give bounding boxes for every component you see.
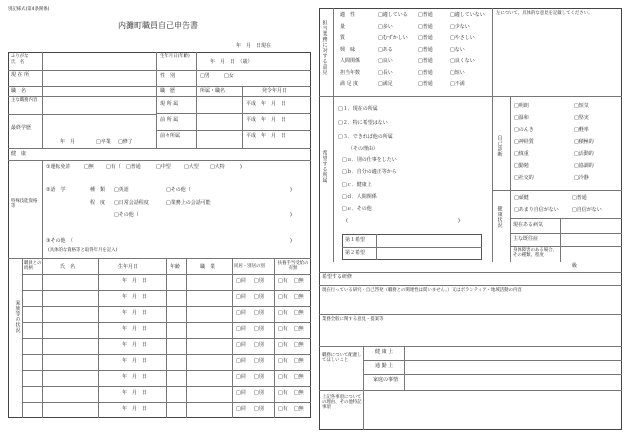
job-eval-item: 担当年数 bbox=[340, 69, 361, 76]
family-allowance-no[interactable]: □ 無 bbox=[294, 343, 304, 349]
license-large[interactable]: □ 大型 bbox=[184, 165, 199, 171]
edu-date[interactable]: 年 月 bbox=[60, 139, 76, 145]
health-normal[interactable]: □ 普通 bbox=[572, 196, 587, 202]
self-trait[interactable]: □ 社交的 bbox=[514, 176, 534, 182]
self-trait[interactable]: □ 冷静 bbox=[574, 176, 589, 182]
office-title-header: 所属・職名 bbox=[200, 88, 226, 94]
license-normal[interactable]: □ 普通 bbox=[126, 165, 141, 171]
job-eval-item: 人間関係 bbox=[340, 58, 361, 64]
job-eval-item: 質 bbox=[340, 35, 346, 41]
dob-label: 生年月日(年齢) bbox=[160, 54, 190, 59]
self-trait[interactable]: □ 慎重 bbox=[514, 152, 529, 158]
family-living-separate[interactable]: □ 別 bbox=[254, 343, 264, 349]
tenure-header: 発令年月日 bbox=[262, 88, 288, 94]
family-dob[interactable]: 年 月 日 bbox=[122, 310, 148, 316]
self-trait[interactable]: □ のんき bbox=[514, 128, 534, 134]
family-living-same[interactable]: □ 同 bbox=[236, 279, 246, 285]
family-living-same[interactable]: □ 同 bbox=[236, 375, 246, 381]
education-label: 最終学歴 bbox=[11, 125, 32, 131]
consider-commute: 通 勤 上 bbox=[375, 363, 394, 369]
family-dob[interactable]: 年 月 日 bbox=[122, 390, 148, 396]
family-allowance-yes[interactable]: □ 有 bbox=[278, 311, 288, 317]
job-eval-opt-a[interactable]: □ 満足 bbox=[378, 82, 393, 88]
reason-label: （その理由） bbox=[348, 146, 379, 152]
job-eval-opt-b[interactable]: □ 普通 bbox=[418, 82, 433, 88]
duties-label: 主な職務内容 bbox=[11, 98, 38, 103]
job-eval-opt-a[interactable]: □ 多い bbox=[378, 25, 393, 31]
illness-label: 現在ある病気 bbox=[513, 222, 544, 228]
past-illness-label: 主な既往症 bbox=[513, 236, 539, 242]
family-living-same[interactable]: □ 同 bbox=[236, 327, 246, 333]
job-eval-opt-a[interactable]: □ むずかしい bbox=[378, 36, 408, 42]
first-choice: 第１希望 bbox=[345, 237, 366, 243]
self-trait[interactable]: □ 温和 bbox=[514, 116, 529, 122]
notes-label: 上記各事項についての理由、その他特記事項 bbox=[322, 395, 362, 410]
position-label: 職 歴 bbox=[160, 88, 176, 94]
prev-dept-date[interactable]: 平成 年 月 日 bbox=[246, 117, 287, 123]
license-medium[interactable]: □ 中型 bbox=[156, 165, 171, 171]
lang-english[interactable]: □ 英語 bbox=[114, 188, 129, 194]
family-living-separate[interactable]: □ 別 bbox=[254, 407, 264, 413]
date-line: 年 月 日現在 bbox=[236, 43, 272, 49]
job-eval-opt-c[interactable]: □ 少ない bbox=[450, 25, 470, 31]
col-name: 氏 名 bbox=[60, 264, 76, 270]
reason-d[interactable]: □ ｄ．人間関係 bbox=[342, 195, 377, 201]
family-living-same[interactable]: □ 同 bbox=[236, 359, 246, 365]
health-robust[interactable]: □ 頑健 bbox=[514, 196, 529, 202]
language-label: ②語 学 bbox=[46, 187, 66, 193]
col-age: 年齢 bbox=[170, 264, 181, 270]
skills-label: 特殊技能資格等 bbox=[11, 199, 38, 209]
self-trait[interactable]: □ 神経質 bbox=[514, 140, 534, 146]
name-label: 氏 名 bbox=[11, 60, 25, 65]
furigana-label: ふりがな bbox=[11, 54, 29, 59]
col-living: 同居・別居の別 bbox=[234, 264, 265, 269]
car-license-label: ①運転免許 bbox=[46, 164, 71, 170]
job-eval-opt-b[interactable]: □ 普通 bbox=[418, 59, 433, 65]
health-no-confidence[interactable]: □ 自信がない bbox=[572, 208, 602, 214]
dept-label: 現 在 所 bbox=[11, 72, 30, 78]
job-eval-opt-b[interactable]: □ 普通 bbox=[418, 13, 433, 19]
family-living-separate[interactable]: □ 別 bbox=[254, 295, 264, 301]
family-dob[interactable]: 年 月 日 bbox=[122, 342, 148, 348]
job-eval-item: 興 味 bbox=[340, 46, 356, 53]
self-trait[interactable]: □ 短気 bbox=[574, 104, 589, 110]
transfer-other[interactable]: □ ３．できれば他の所属 bbox=[338, 135, 393, 141]
self-trait[interactable]: □ 勤勉 bbox=[514, 164, 529, 170]
second-choice: 第２希望 bbox=[345, 250, 366, 256]
family-dob[interactable]: 年 月 日 bbox=[122, 406, 148, 412]
self-diagnosis-label: 自己診断 bbox=[496, 135, 503, 157]
col-dob: 生年月日 bbox=[118, 264, 139, 270]
family-allowance-no[interactable]: □ 無 bbox=[294, 407, 304, 413]
family-allowance-no[interactable]: □ 無 bbox=[294, 311, 304, 317]
family-living-same[interactable]: □ 同 bbox=[236, 391, 246, 397]
reason-b[interactable]: □ ｂ．自分の適正等から bbox=[342, 170, 397, 176]
cur-dept-date[interactable]: 平成 年 月 日 bbox=[246, 101, 287, 107]
family-allowance-yes[interactable]: □ 有 bbox=[278, 391, 288, 397]
lang-business[interactable]: □ 業務上の会話可能 bbox=[166, 201, 211, 207]
reason-a[interactable]: □ ａ．別の仕事をしたい bbox=[342, 158, 397, 164]
job-eval-opt-c[interactable]: □ 良くない bbox=[450, 59, 475, 65]
license-large-special[interactable]: □ 大特 bbox=[210, 165, 225, 171]
job-eval-opt-a[interactable]: □ ある bbox=[378, 48, 393, 54]
family-living-separate[interactable]: □ 別 bbox=[254, 327, 264, 333]
family-allowance-no[interactable]: □ 無 bbox=[294, 391, 304, 397]
job-eval-opt-a[interactable]: □ 適している bbox=[378, 13, 408, 19]
job-eval-opt-c[interactable]: □ やさしい bbox=[450, 36, 475, 42]
family-living-same[interactable]: □ 同 bbox=[236, 343, 246, 349]
health-status-label: 健康状況 bbox=[496, 206, 503, 228]
reason-e[interactable]: □ ｅ．その他 bbox=[342, 207, 372, 213]
consider-health: 健 康 上 bbox=[375, 349, 394, 355]
family-living-separate[interactable]: □ 別 bbox=[254, 311, 264, 317]
prev2-dept-date[interactable]: 平成 年 月 日 bbox=[246, 133, 287, 139]
gender-label: 性 別 bbox=[160, 73, 176, 79]
family-living-separate[interactable]: □ 別 bbox=[254, 359, 264, 365]
family-allowance-no[interactable]: □ 無 bbox=[294, 359, 304, 365]
job-comment: 左について、具体的な意見を記載してください。 bbox=[496, 11, 593, 16]
cur-dept-label: 現 所 属 bbox=[160, 101, 179, 107]
family-living-same[interactable]: □ 同 bbox=[236, 407, 246, 413]
self-trait[interactable]: □ 軽率 bbox=[574, 128, 589, 134]
volunteer-label: 現在行っている研究・自己啓発（職務との関連性は問いません。）又はボランティア・地域活動の内容 bbox=[322, 288, 522, 293]
family-allowance-no[interactable]: □ 無 bbox=[294, 279, 304, 285]
consideration-label: 職務について配慮してほしいこと bbox=[322, 353, 362, 363]
job-eval-label: 担当業務に対する意見 bbox=[321, 20, 328, 75]
gender-female[interactable]: □ 女 bbox=[224, 74, 234, 80]
family-dob[interactable]: 年 月 日 bbox=[122, 358, 148, 364]
dob-value[interactable]: 年 月 日 （歳） bbox=[210, 59, 253, 65]
family-allowance-yes[interactable]: □ 有 bbox=[278, 359, 288, 365]
health-not-confident[interactable]: □ あまり自信がない bbox=[514, 208, 559, 214]
health-label: 健 康 bbox=[11, 151, 27, 157]
self-trait[interactable]: □ 活動的 bbox=[574, 152, 594, 158]
family-living-separate[interactable]: □ 別 bbox=[254, 391, 264, 397]
family-allowance-no[interactable]: □ 無 bbox=[294, 327, 304, 333]
edu-completed[interactable]: □ 修了 bbox=[118, 140, 133, 146]
license-yes[interactable]: □ 有（ bbox=[106, 165, 121, 171]
job-eval-opt-c[interactable]: □ ない bbox=[450, 48, 465, 54]
job-eval-opt-a[interactable]: □ 良い bbox=[378, 59, 393, 65]
transfer-label: 希望する所属 bbox=[321, 150, 328, 183]
job-eval-opt-a[interactable]: □ 長い bbox=[378, 71, 393, 77]
family-label: 家族等の状況 bbox=[14, 300, 21, 333]
right-form bbox=[319, 8, 622, 430]
family-allowance-yes[interactable]: □ 有 bbox=[278, 327, 288, 333]
prev2-dept-label: 前々所属 bbox=[160, 133, 181, 139]
family-dob[interactable]: 年 月 日 bbox=[122, 326, 148, 332]
job-eval-opt-c[interactable]: □ 短い bbox=[450, 71, 465, 77]
family-living-same[interactable]: □ 同 bbox=[236, 311, 246, 317]
self-trait[interactable]: □ 堅実 bbox=[574, 116, 589, 122]
training-label: 希望する研修 bbox=[322, 274, 353, 280]
lang-daily[interactable]: □ 日常会話程度 bbox=[114, 201, 149, 207]
disability-label: 身体障害のある場合、その種類、程度 bbox=[513, 248, 557, 258]
language-level: 程 度 bbox=[90, 200, 106, 206]
family-dob[interactable]: 年 月 日 bbox=[122, 294, 148, 300]
col-allowance: 扶養手当受給の有無 bbox=[277, 261, 309, 271]
job-eval-opt-c[interactable]: □ 不満 bbox=[450, 82, 465, 88]
other-skill-note: (具体的な資格等と取得年月を記入) bbox=[48, 248, 118, 253]
job-eval-opt-b[interactable]: □ 普通 bbox=[418, 36, 433, 42]
language-kind: 種 類 bbox=[90, 187, 106, 193]
lang-other[interactable]: □ その他（ bbox=[166, 188, 191, 194]
col-relation: 職員との続柄 bbox=[24, 261, 42, 271]
page-title: 内灘町職員自己申告書 bbox=[118, 21, 198, 30]
family-living-same[interactable]: □ 同 bbox=[236, 295, 246, 301]
family-allowance-yes[interactable]: □ 有 bbox=[278, 279, 288, 285]
disability-grade: 級 bbox=[572, 263, 578, 269]
other-skill[interactable]: ③その他 （ bbox=[46, 238, 73, 244]
transfer-none[interactable]: □ ２．特に希望はない bbox=[338, 121, 388, 127]
self-trait[interactable]: □ 協調的 bbox=[574, 164, 594, 170]
job-eval-item: 量 bbox=[340, 23, 346, 30]
col-job: 職 業 bbox=[200, 264, 216, 270]
family-living-separate[interactable]: □ 別 bbox=[254, 279, 264, 285]
edu-graduated[interactable]: □ 卒業 bbox=[96, 140, 111, 146]
prev-dept-label: 前 所 属 bbox=[160, 117, 179, 123]
job-eval-item: 適 性 bbox=[340, 12, 356, 18]
job-eval-opt-b[interactable]: □ 普通 bbox=[418, 25, 433, 31]
job-eval-opt-b[interactable]: □ 普通 bbox=[418, 71, 433, 77]
job-eval-opt-b[interactable]: □ 普通 bbox=[418, 48, 433, 54]
transfer-current[interactable]: □ １．現在の所属 bbox=[338, 107, 378, 113]
family-allowance-no[interactable]: □ 無 bbox=[294, 295, 304, 301]
self-trait[interactable]: □ 明朗 bbox=[514, 104, 529, 110]
family-allowance-yes[interactable]: □ 有 bbox=[278, 407, 288, 413]
reason-c[interactable]: □ ｃ．健康上 bbox=[342, 183, 372, 189]
license-none[interactable]: □ 無 bbox=[84, 165, 94, 171]
gender-male[interactable]: □ 男 bbox=[200, 74, 210, 80]
self-trait[interactable]: □ 積極的 bbox=[574, 140, 594, 146]
improvement-label: 業務全般に関する意見・提案等 bbox=[322, 317, 384, 322]
family-allowance-yes[interactable]: □ 有 bbox=[278, 295, 288, 301]
family-allowance-no[interactable]: □ 無 bbox=[294, 375, 304, 381]
job-eval-opt-c[interactable]: □ 適していない bbox=[450, 13, 485, 19]
family-allowance-yes[interactable]: □ 有 bbox=[278, 343, 288, 349]
job-label: 職 名 bbox=[11, 88, 27, 94]
job-eval-item: 満 足 度 bbox=[340, 81, 359, 87]
family-dob[interactable]: 年 月 日 bbox=[122, 374, 148, 380]
family-dob[interactable]: 年 月 日 bbox=[122, 278, 148, 284]
family-living-separate[interactable]: □ 別 bbox=[254, 375, 264, 381]
family-allowance-yes[interactable]: □ 有 bbox=[278, 375, 288, 381]
consider-family: 家庭の事情 bbox=[373, 377, 399, 383]
form-reference: 別記様式(第4条関係) bbox=[8, 7, 50, 12]
lang-other-level[interactable]: □ その他（ bbox=[114, 213, 139, 219]
